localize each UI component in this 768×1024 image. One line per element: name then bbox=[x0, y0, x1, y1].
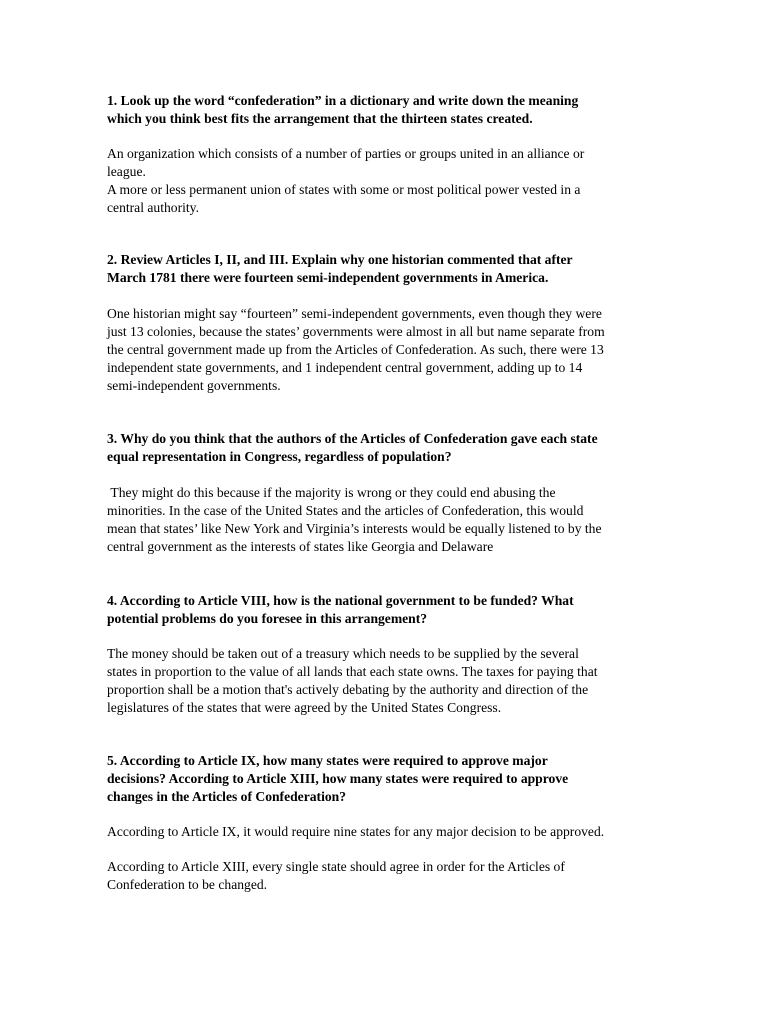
question-3-prompt bbox=[107, 430, 667, 466]
q2-answer-line-4: independent state governments, and 1 independent central government, adding up to 14 bbox=[107, 360, 583, 375]
q4-answer-line-1: The money should be taken out of a treasury which needs to be supplied by the several bbox=[107, 646, 579, 661]
q4-answer-line-2: states in proportion to the value of all lands that each state owns. The taxes for paying that bbox=[107, 664, 598, 679]
q1-prompt-line-1: 1. Look up the word “confederation” in a dictionary and write down the meaning bbox=[107, 93, 579, 108]
question-3-answer bbox=[107, 484, 667, 556]
q5-answer2-line-2: Confederation to be changed. bbox=[107, 877, 268, 892]
q4-answer-line-4: legislatures of the states that were agreed by the United States Congress. bbox=[107, 700, 502, 715]
q3-prompt-line-2: equal representation in Congress, regardless of population? bbox=[107, 449, 452, 464]
q3-answer-line-2: minorities. In the case of the United States and the articles of Confederation, this would bbox=[107, 503, 584, 518]
q4-prompt-line-1: 4. According to Article VIII, how is the national government to be funded? What bbox=[107, 593, 574, 608]
q3-prompt-line-1: 3. Why do you think that the authors of the Articles of Confederation gave each state bbox=[107, 431, 598, 446]
q1-answer-line-3: A more or less permanent union of states with some or most political power vested in a bbox=[107, 182, 581, 197]
q2-answer-line-1: One historian might say “fourteen” semi-independent governments, even though they were bbox=[107, 306, 602, 321]
q1-answer-line-2: league. bbox=[107, 164, 146, 179]
question-4-prompt bbox=[107, 592, 667, 628]
q2-answer-line-3: the central government made up from the Articles of Confederation. As such, there were 13 bbox=[107, 342, 604, 357]
question-1-prompt bbox=[107, 92, 667, 128]
question-5-answer-2 bbox=[107, 858, 667, 894]
q3-answer-line-4: central government as the interests of states like Georgia and Delaware bbox=[107, 539, 494, 554]
question-1-answer bbox=[107, 145, 667, 217]
q2-answer-line-2: just 13 colonies, because the states’ governments were almost in all but name separate from bbox=[107, 324, 605, 339]
q2-prompt-line-1: 2. Review Articles I, II, and III. Explain why one historian commented that after bbox=[107, 252, 573, 267]
question-4-answer bbox=[107, 645, 667, 717]
q5-answer2-line-1: According to Article XIII, every single state should agree in order for the Articles of bbox=[107, 859, 565, 874]
q2-answer-line-5: semi-independent governments. bbox=[107, 378, 281, 393]
q1-prompt-line-2: which you think best fits the arrangement that the thirteen states created. bbox=[107, 111, 533, 126]
question-5-answer-1: According to Article IX, it would require nine states for any major decision to be approved. bbox=[107, 824, 605, 839]
q1-answer-line-1: An organization which consists of a number of parties or groups united in an alliance or bbox=[107, 146, 585, 161]
q1-answer-line-4: central authority. bbox=[107, 200, 199, 215]
q3-answer-line-3: mean that states’ like New York and Virginia’s interests would be equally listened to by the bbox=[107, 521, 602, 536]
q5-prompt-line-3: changes in the Articles of Confederation? bbox=[107, 789, 346, 804]
question-2-answer bbox=[107, 305, 667, 395]
q4-answer-line-3: proportion shall be a motion that's actively debating by the authority and direction of the bbox=[107, 682, 589, 697]
question-2-prompt bbox=[107, 251, 667, 287]
q3-answer-line-1: They might do this because if the majority is wrong or they could end abusing the bbox=[107, 485, 556, 500]
q2-prompt-line-2: March 1781 there were fourteen semi-independent governments in America. bbox=[107, 270, 549, 285]
q5-prompt-line-1: 5. According to Article IX, how many states were required to approve major bbox=[107, 753, 548, 768]
q4-prompt-line-2: potential problems do you foresee in this arrangement? bbox=[107, 611, 428, 626]
question-5-prompt bbox=[107, 752, 667, 806]
q5-prompt-line-2: decisions? According to Article XIII, how many states were required to approve bbox=[107, 771, 569, 786]
